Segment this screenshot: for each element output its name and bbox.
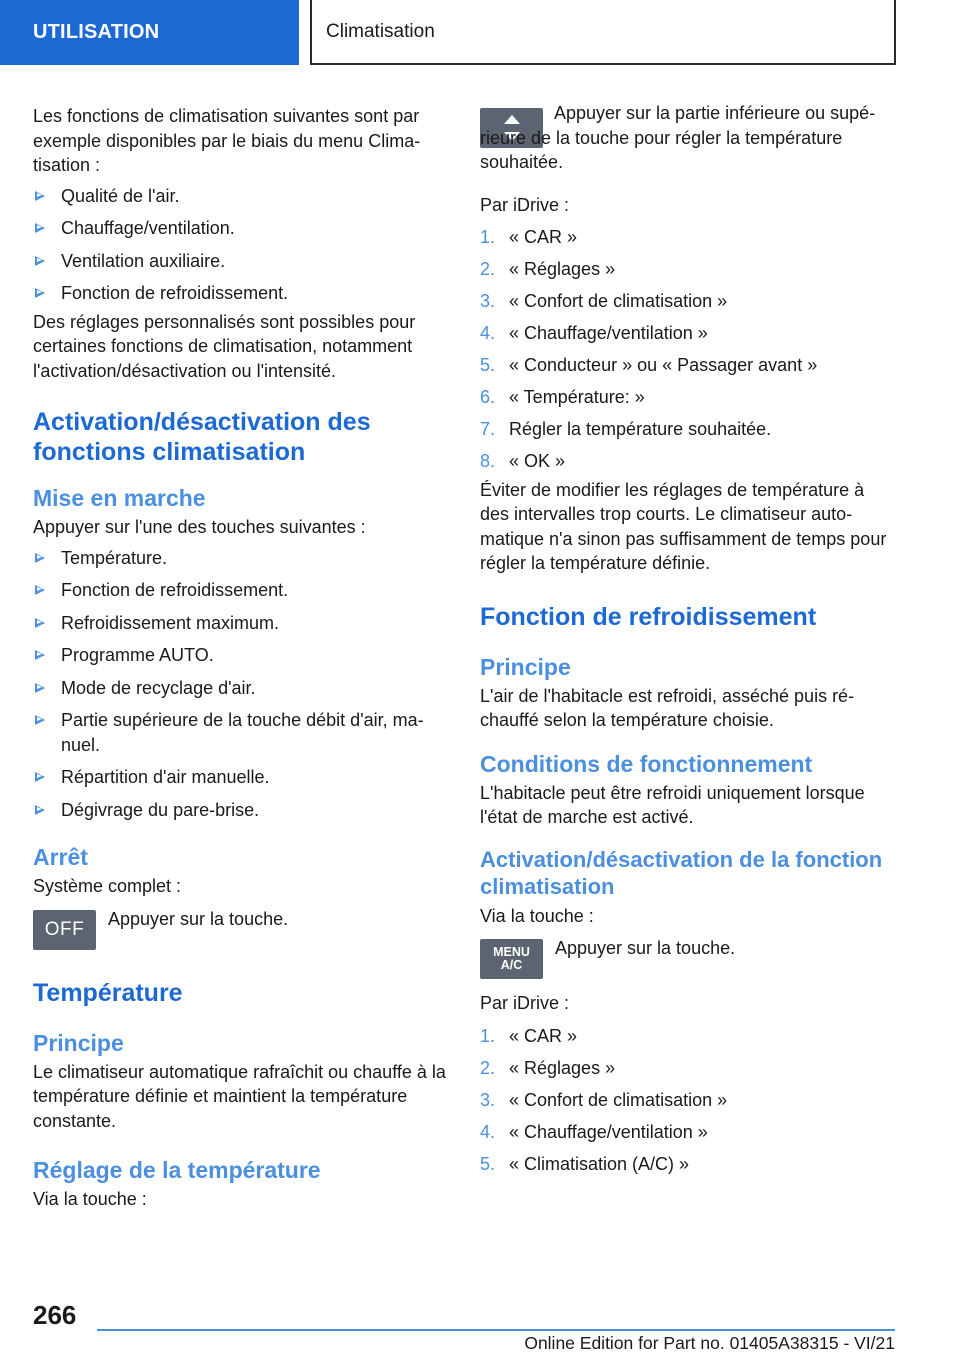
list-item: Chauffage/ventilation. [33,216,448,241]
triangle-up-icon [504,115,520,124]
list-item: 3. « Confort de climatisation » [480,291,728,311]
heading-reglage: Réglage de la température [33,1157,321,1183]
idrive-steps-1 [480,225,895,474]
conditions-paragraph: L'habitacle peut être refroidi uniquement lorsque l'état de marche est activé. [480,782,865,827]
triangle-bullet-icon [35,553,45,563]
mise-list [33,546,448,823]
triangle-bullet-icon [35,650,45,660]
list-item: Programme AUTO. [33,643,448,668]
list-item: Température. [33,546,448,571]
list-item: Partie supérieure de la touche débit d'air, manuel. [33,708,448,757]
reglage-paragraph: Via la touche : [33,1189,147,1209]
section-tab [0,0,299,65]
menu-instruction: Appuyer sur la touche. [555,938,736,958]
idrive-label-1: Par iDrive : [480,194,570,215]
perso-paragraph: Des réglages personnalisés sont possibles pour certaines fonctions de climatisation, notamment l'activation/désactivation ou l'intensité. [33,311,416,381]
list-item: 1. « CAR » [480,227,578,247]
list-item: 1. « CAR » [480,1025,578,1046]
off-button-row [33,907,448,950]
list-item: 4. « Chauffage/ventilation » [480,323,708,343]
off-key-icon: OFF [33,910,96,950]
idrive-label-2: Par iDrive : [480,993,570,1013]
list-item: 5. « Climatisation (A/C) » [480,1153,690,1174]
triangle-bullet-icon [35,191,45,201]
list-item: 2. « Réglages » [480,259,616,279]
triangle-bullet-icon [35,223,45,233]
heading-principe: Principe [33,1029,124,1056]
left-column [33,104,448,1212]
intro-list [33,184,448,306]
list-item: Dégivrage du pare-brise. [33,798,448,823]
arrows-instruction: Appuyer sur la partie inférieure ou supérieure de la touche pour régler la température souhaitée. [480,103,876,172]
list-item: 7. Régler la température souhaitée. [480,419,772,439]
menu-ac-key-icon: MENU A/C [480,939,543,979]
via-paragraph: Via la touche : [480,905,594,926]
list-item: Refroidissement maximum. [33,611,448,636]
off-instruction: Appuyer sur la touche. [108,908,289,929]
list-item: 5. « Conducteur » ou « Passager avant » [480,355,818,375]
heading-principe-2: Principe [480,653,571,680]
list-item: 4. « Chauffage/ventilation » [480,1121,708,1142]
list-item: Mode de recyclage d'air. [33,676,448,701]
heading-temperature: Température [33,978,183,1007]
footer-divider [97,1329,895,1331]
idrive-steps-2 [480,1024,895,1177]
menu-button-row [480,936,895,979]
right-column [480,104,895,1184]
triangle-bullet-icon [35,288,45,298]
principe-paragraph: Le climatiseur automatique rafraîchit ou chauffe à la température définie et maintient la température constante. [33,1061,446,1131]
edition-note: Online Edition for Part no. 01405A38315 - VI/21 [524,1333,895,1353]
arret-paragraph: Système complet : [33,876,182,896]
chapter-tab [310,0,896,65]
list-item: Répartition d'air manuelle. [33,765,448,790]
triangle-bullet-icon [35,256,45,266]
triangle-bullet-icon [35,805,45,815]
list-item: 8. « OK » [480,451,566,471]
list-item: Fonction de refroidissement. [33,281,448,306]
principe-paragraph-2: L'air de l'habitacle est refroidi, asséché puis réchauffé selon la température choisie. [480,685,855,730]
list-item: Qualité de l'air. [33,184,448,209]
triangle-bullet-icon [35,618,45,628]
intro-paragraph: Les fonctions de climatisation suivantes sont par exemple disponibles par le biais du menu Climatisation : [33,106,421,175]
triangle-bullet-icon [35,715,45,725]
heading-arret: Arrêt [33,844,88,870]
heading-activation-climatisation: Activation/désactivation de la fonction climatisation [480,846,883,899]
triangle-bullet-icon [35,585,45,595]
section-title: UTILISATION [33,21,160,43]
list-item: Fonction de refroidissement. [33,578,448,603]
triangle-bullet-icon [35,772,45,782]
list-item: 6. « Température: » [480,387,645,407]
mise-paragraph: Appuyer sur l'une des touches suivantes : [33,517,366,537]
heading-conditions: Conditions de fonctionnement [480,750,813,777]
list-item: 3. « Confort de climatisation » [480,1089,728,1110]
list-item: Ventilation auxiliaire. [33,249,448,274]
list-item: 2. « Réglages » [480,1057,616,1078]
page-number: 266 [33,1300,77,1330]
heading-refroidissement: Fonction de refroidissement [480,602,817,631]
heading-activation: Activation/désactivation des fonctions climatisation [33,408,371,466]
eviter-paragraph: Éviter de modifier les réglages de température à des intervalles trop courts. Le climatiseur automatique n'a sinon pas suffisamment de temps pour régler la température définie. [480,479,887,573]
triangle-bullet-icon [35,683,45,693]
chapter-title: Climatisation [326,20,435,42]
heading-mise-en-marche: Mise en marche [33,485,206,511]
